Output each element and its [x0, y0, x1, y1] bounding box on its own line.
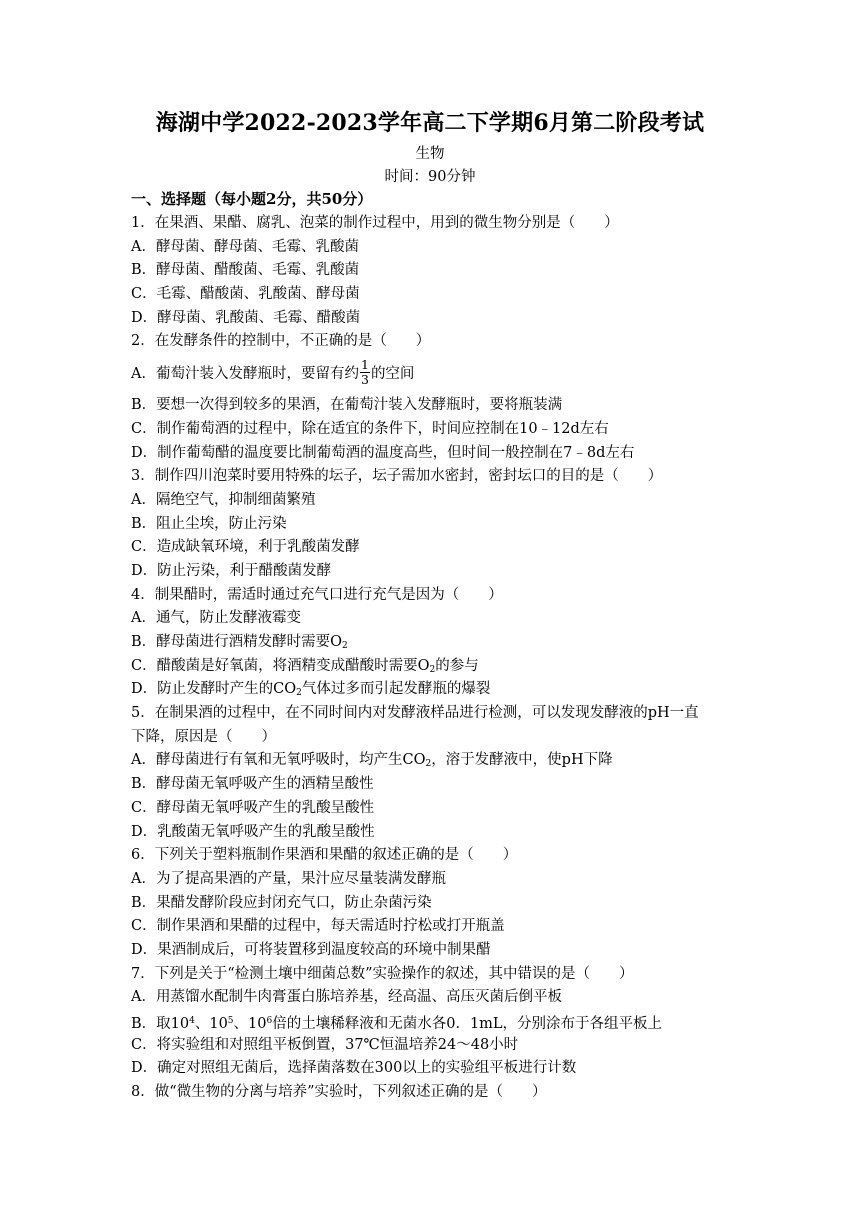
q6-option-c: C．制作果酒和果醋的过程中，每天需适时拧松或打开瓶盖 [131, 918, 505, 935]
q4-option-b-text: B．酵母菌进行酒精发酵时需要 [131, 634, 331, 650]
co2-subscript: 2 [296, 688, 302, 699]
q1-option-a: A．酵母菌、酵母菌、毛霉、乳酸菌 [131, 238, 359, 255]
q5-option-d: D．乳酸菌无氧呼吸产生的乳酸呈酸性 [131, 823, 375, 840]
q2-option-a-tail: 的空间 [370, 366, 415, 383]
question-stem-8: 8．做“微生物的分离与培养”实验时，下列叙述正确的是（ ） [131, 1084, 547, 1101]
time-label: 时间：90分钟 [384, 169, 476, 185]
q2-option-c: C．制作葡萄酒的过程中，除在适宜的条件下，时间应控制在10﹣12d左右 [131, 420, 609, 437]
q7-option-c: C．将实验组和对照组平板倒置，37℃恒温培养24～48小时 [131, 1036, 519, 1053]
o2-formula [418, 658, 436, 674]
q4-option-a: A．通气，防止发酵液霉变 [131, 610, 301, 627]
subject-label: 生物 [415, 146, 445, 162]
q6-option-a: A．为了提高果酒的产量，果汁应尽量装满发酵瓶 [131, 870, 446, 887]
q7-option-b-part1: B．取10 [131, 1016, 190, 1032]
q2-option-a [131, 354, 731, 394]
q7-option-d: D．确定对照组无菌后，选择菌落数在300以上的实验组平板进行计数 [131, 1060, 577, 1077]
o2-formula [330, 634, 348, 650]
fraction-denominator: 3 [360, 371, 369, 387]
q7-option-b [131, 1010, 731, 1034]
q7-option-b-part3: 、10 [233, 1016, 267, 1032]
q6-option-d: D．果酒制成后，可将装置移到温度较高的环境中制果醋 [131, 941, 491, 958]
section-heading: 一、选择题（每小题2分，共50分） [131, 190, 373, 208]
question-stem-5-line2: 下降，原因是（ ） [131, 728, 276, 745]
fraction-one-third [360, 358, 370, 387]
q1-option-b: B．酵母菌、醋酸菌、毛霉、乳酸菌 [131, 262, 360, 279]
q4-option-c-text: C．醋酸菌是好氧菌，将酒精变成醋酸时需要 [131, 657, 418, 674]
q3-option-d: D．防止污染，利于醋酸菌发酵 [131, 562, 332, 579]
question-stem-7: 7．下列是关于“检测土壤中细菌总数”实验操作的叙述，其中错误的是（ ） [131, 965, 634, 982]
q5-option-a [131, 749, 731, 773]
q2-option-a-text: A．葡萄汁装入发酵瓶时，要留有约 [131, 366, 359, 383]
q4-option-d [131, 678, 731, 702]
co2-subscript: 2 [425, 759, 432, 770]
question-stem-5-line1: 5．在制果酒的过程中，在不同时间内对发酵液样品进行检测，可以发现发酵液的pH一直 [131, 705, 699, 722]
q3-option-a: A．隔绝空气，抑制细菌繁殖 [131, 491, 316, 508]
exam-title: 海湖中学2022-2023学年高二下学期6月第二阶段考试 [155, 110, 705, 136]
q4-option-c [131, 655, 731, 679]
co2-base: CO [273, 681, 297, 698]
fraction-numerator: 1 [360, 356, 369, 372]
o2-subscript: 2 [429, 664, 436, 675]
q6-option-b: B．果醋发酵阶段应封闭充气口，防止杂菌污染 [131, 894, 432, 911]
o2-base: O [417, 657, 430, 674]
co2-formula [273, 681, 302, 697]
question-stem-1: 1．在果酒、果醋、腐乳、泡菜的制作过程中，用到的微生物分别是（ ） [131, 215, 619, 231]
o2-subscript: 2 [342, 641, 348, 651]
q3-option-c: C．造成缺氧环境，利于乳酸菌发酵 [131, 539, 360, 556]
q4-option-d-text: D．防止发酵时产生的 [131, 681, 274, 698]
q3-option-b: B．阻止尘埃，防止污染 [131, 515, 287, 532]
o2-base: O [330, 634, 343, 650]
exponent-4: 4 [189, 1016, 195, 1026]
q4-option-d-tail: 气体过多而引起发酵瓶的爆裂 [301, 681, 491, 698]
q5-option-a-tail: ，溶于发酵液中，使pH下降 [431, 752, 613, 769]
q5-option-a-text: A．酵母菌进行有氧和无氧呼吸时，均产生CO [131, 752, 426, 769]
q2-option-d: D．制作葡萄醋的温度要比制葡萄酒的温度高些，但时间一般控制在7﹣8d左右 [131, 444, 635, 461]
exponent-5: 5 [227, 1016, 234, 1026]
q4-option-c-tail: 的参与 [435, 657, 479, 674]
q5-option-b: B．酵母菌无氧呼吸产生的酒精呈酸性 [131, 776, 374, 793]
q4-option-b [131, 631, 731, 655]
question-stem-3: 3．制作四川泡菜时要用特殊的坛子，坛子需加水密封，密封坛口的目的是（ ） [131, 468, 663, 485]
question-stem-4: 4．制果醋时，需适时通过充气口进行充气是因为（ ） [131, 586, 503, 603]
q7-option-b-part4: 倍的土壤稀释液和无菌水各0．1mL，分别涂布于各组平板上 [272, 1016, 663, 1032]
question-stem-6: 6．下列关于塑料瓶制作果酒和果醋的叙述正确的是（ ） [131, 847, 518, 864]
q5-option-c: C．酵母菌无氧呼吸产生的乳酸呈酸性 [131, 799, 375, 816]
q7-option-b-part2: 、10 [194, 1016, 228, 1032]
q1-option-c: C．毛霉、醋酸菌、乳酸菌、酵母菌 [131, 286, 360, 303]
question-stem-2: 2．在发酵条件的控制中，不正确的是（ ） [131, 333, 431, 350]
exponent-6: 6 [266, 1016, 273, 1026]
q2-option-b: B．要想一次得到较多的果酒，在葡萄汁装入发酵瓶时，要将瓶装满 [131, 397, 563, 414]
q7-option-a: A．用蒸馏水配制牛肉膏蛋白胨培养基，经高温、高压灭菌后倒平板 [131, 989, 562, 1006]
question-list [131, 212, 731, 1105]
q1-option-d: D．酵母菌、乳酸菌、毛霉、醋酸菌 [131, 309, 361, 326]
